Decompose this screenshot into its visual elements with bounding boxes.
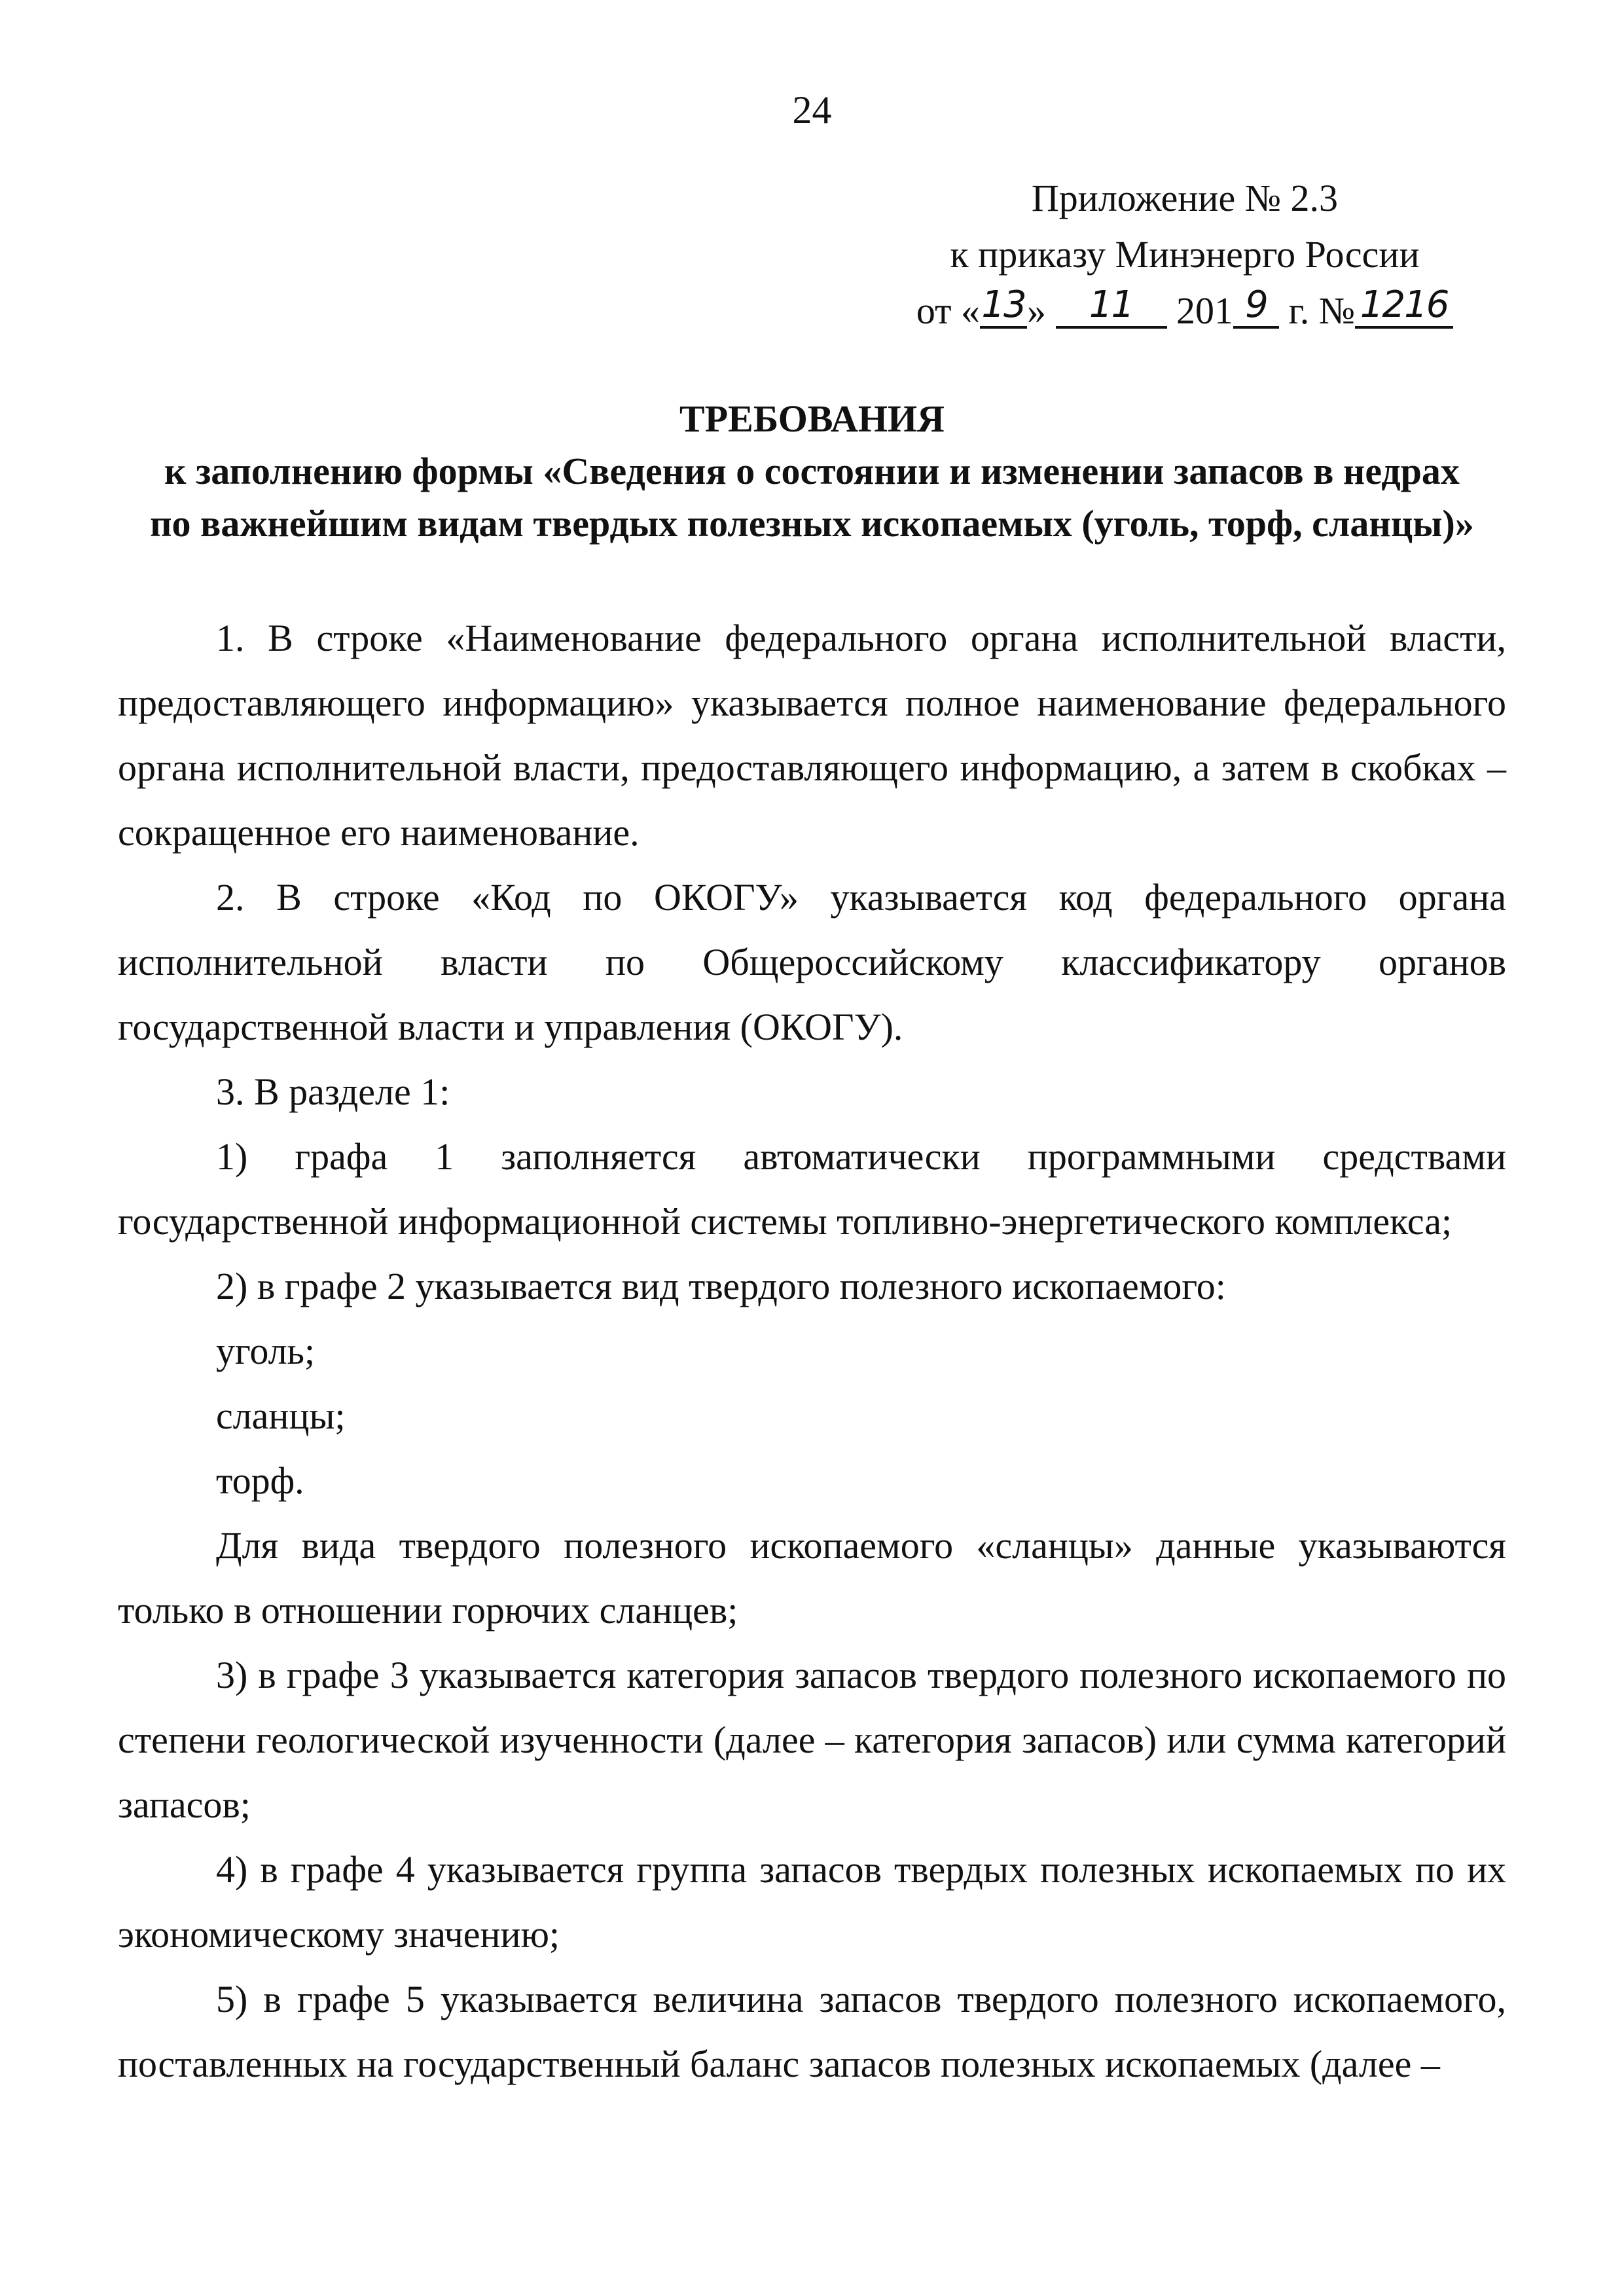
- paragraph-1: 1. В строке «Наименование федерального органа исполнительной власти, предоставляющего информацию» указывается полное наименование федерального органа исполнительной власти, предоставляющего информацию, а затем в скобках – сокращенное его наименование.: [118, 617, 1506, 854]
- paragraph-3: 3. В разделе 1:: [216, 1070, 450, 1113]
- appendix-block: [838, 170, 1532, 339]
- year-handwritten: 9: [1245, 283, 1267, 326]
- date-prefix: от «: [916, 289, 980, 332]
- appendix-order-ref: к приказу Минэнерго России: [950, 233, 1420, 276]
- month-field: [1056, 283, 1167, 329]
- year-prefix: 201: [1176, 289, 1233, 332]
- shale-note: Для вида твердого полезного ископаемого «сланцы» данные указываются только в отношении горючих сланцев;: [118, 1524, 1506, 1631]
- paragraph-3-item-5: 5) в графе 5 указывается величина запасов твердого полезного ископаемого, поставленных на государственный баланс запасов полезных ископаемых (далее –: [118, 1978, 1506, 2085]
- paragraph-3-item-2: 2) в графе 2 указывается вид твердого полезного ископаемого:: [216, 1265, 1226, 1307]
- title-heading: ТРЕБОВАНИЯ: [679, 397, 945, 440]
- month-handwritten: 11: [1089, 283, 1134, 326]
- day-handwritten: 13: [981, 283, 1026, 326]
- day-field: [980, 283, 1027, 329]
- paragraph-3-item-4: 4) в графе 4 указывается группа запасов твердых полезных ископаемых по их экономическому значению;: [118, 1848, 1506, 1956]
- paragraph-3-item-3: 3) в графе 3 указывается категория запасов твердого полезного ископаемого по степени геологической изученности (далее – категория запасов) или сумма категорий запасов;: [118, 1654, 1506, 1826]
- page-number: 24: [792, 88, 832, 132]
- appendix-date-line: [838, 283, 1532, 339]
- list-item-shale: сланцы;: [216, 1394, 346, 1437]
- document-title: [111, 393, 1513, 550]
- order-number-field: [1355, 283, 1453, 329]
- appendix-title: Приложение № 2.3: [1031, 177, 1339, 219]
- title-line-3: по важнейшим видам твердых полезных ископаемых (уголь, торф, сланцы)»: [150, 502, 1474, 545]
- day-suffix: »: [1027, 289, 1046, 332]
- order-prefix: г. №: [1288, 289, 1356, 332]
- year-field: [1233, 283, 1279, 329]
- paragraph-2: 2. В строке «Код по ОКОГУ» указывается код федерального органа исполнительной власти по Общероссийскому классификатору органов государственной власти и управления (ОКОГУ).: [118, 876, 1506, 1048]
- list-item-coal: уголь;: [216, 1330, 316, 1372]
- list-item-peat: торф.: [216, 1459, 304, 1502]
- title-line-2: к заполнению формы «Сведения о состоянии и изменении запасов в недрах: [164, 450, 1460, 492]
- order-number-handwritten: 1216: [1360, 283, 1449, 326]
- paragraph-3-item-1: 1) графа 1 заполняется автоматически программными средствами государственной информационной системы топливно-энергетического комплекса;: [118, 1135, 1506, 1243]
- document-body: [118, 606, 1506, 2096]
